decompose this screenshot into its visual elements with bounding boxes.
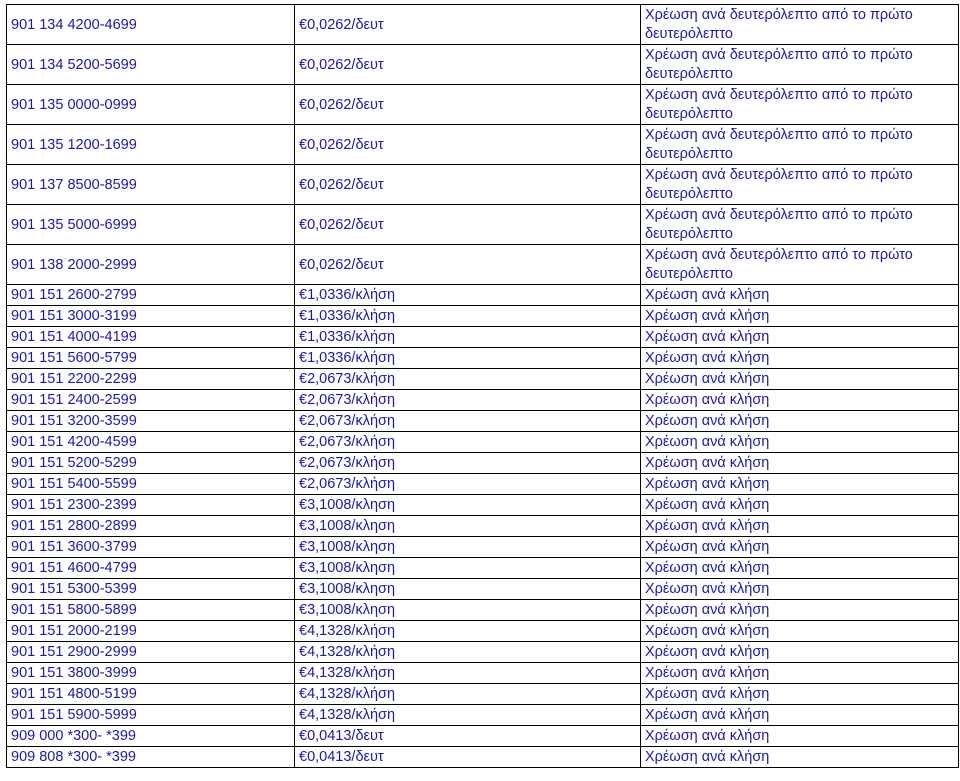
table-row <box>7 474 959 495</box>
number-range-cell: 901 151 2400-2599 <box>7 390 295 411</box>
number-range-cell: 901 151 5300-5399 <box>7 579 295 600</box>
table-row <box>7 453 959 474</box>
charge-type-cell: Χρέωση ανά κλήση <box>641 432 959 453</box>
price-cell: €2,0673/κλήση <box>295 474 641 495</box>
price-cell: €0,0262/δευτ <box>295 45 641 85</box>
number-range-cell: 901 137 8500-8599 <box>7 165 295 205</box>
table-row <box>7 306 959 327</box>
table-row <box>7 747 959 768</box>
charge-type-cell: Χρέωση ανά δευτερόλεπτο από το πρώτο δευτερόλεπτο <box>641 205 959 245</box>
charge-type-cell: Χρέωση ανά κλήση <box>641 453 959 474</box>
charge-type-cell: Χρέωση ανά κλήση <box>641 411 959 432</box>
price-cell: €0,0262/δευτ <box>295 5 641 45</box>
number-range-cell: 901 134 5200-5699 <box>7 45 295 85</box>
price-cell: €0,0262/δευτ <box>295 245 641 285</box>
table-row <box>7 537 959 558</box>
table-row <box>7 726 959 747</box>
price-cell: €0,0413/δευτ <box>295 747 641 768</box>
price-cell: €2,0673/κλήση <box>295 369 641 390</box>
table-row <box>7 245 959 285</box>
table-row <box>7 205 959 245</box>
charge-type-cell: Χρέωση ανά δευτερόλεπτο από το πρώτο δευτερόλεπτο <box>641 85 959 125</box>
charge-type-cell: Χρέωση ανά κλήση <box>641 348 959 369</box>
charge-type-cell: Χρέωση ανά κλήση <box>641 726 959 747</box>
charge-type-cell: Χρέωση ανά δευτερόλεπτο από το πρώτο δευτερόλεπτο <box>641 5 959 45</box>
number-range-cell: 901 138 2000-2999 <box>7 245 295 285</box>
number-range-cell: 901 151 3600-3799 <box>7 537 295 558</box>
table-row <box>7 390 959 411</box>
table-row <box>7 432 959 453</box>
table-row <box>7 348 959 369</box>
price-cell: €2,0673/κλήση <box>295 432 641 453</box>
charge-type-cell: Χρέωση ανά κλήση <box>641 642 959 663</box>
charge-type-cell: Χρέωση ανά κλήση <box>641 600 959 621</box>
table-row <box>7 165 959 205</box>
charge-type-cell: Χρέωση ανά κλήση <box>641 747 959 768</box>
charge-type-cell: Χρέωση ανά κλήση <box>641 285 959 306</box>
table-row <box>7 621 959 642</box>
charge-type-cell: Χρέωση ανά κλήση <box>641 369 959 390</box>
price-cell: €0,0413/δευτ <box>295 726 641 747</box>
charge-type-cell: Χρέωση ανά δευτερόλεπτο από το πρώτο δευτερόλεπτο <box>641 245 959 285</box>
charge-type-cell: Χρέωση ανά κλήση <box>641 495 959 516</box>
table-row <box>7 411 959 432</box>
price-cell: €2,0673/κλήση <box>295 390 641 411</box>
table-row <box>7 327 959 348</box>
table-row <box>7 5 959 45</box>
price-cell: €0,0262/δευτ <box>295 125 641 165</box>
table-row <box>7 125 959 165</box>
charge-type-cell: Χρέωση ανά κλήση <box>641 390 959 411</box>
charge-type-cell: Χρέωση ανά κλήση <box>641 558 959 579</box>
number-range-cell: 901 151 4600-4799 <box>7 558 295 579</box>
price-cell: €4,1328/κλήση <box>295 705 641 726</box>
table-row <box>7 516 959 537</box>
charge-type-cell: Χρέωση ανά δευτερόλεπτο από το πρώτο δευτερόλεπτο <box>641 45 959 85</box>
number-range-cell: 901 151 5400-5599 <box>7 474 295 495</box>
price-cell: €1,0336/κλήση <box>295 327 641 348</box>
number-range-cell: 901 134 4200-4699 <box>7 5 295 45</box>
price-cell: €0,0262/δευτ <box>295 205 641 245</box>
number-range-cell: 901 151 2800-2899 <box>7 516 295 537</box>
number-range-cell: 901 151 5800-5899 <box>7 600 295 621</box>
number-range-cell: 901 151 5200-5299 <box>7 453 295 474</box>
number-range-cell: 909 808 *300- *399 <box>7 747 295 768</box>
number-range-cell: 901 151 2000-2199 <box>7 621 295 642</box>
number-range-cell: 901 151 4000-4199 <box>7 327 295 348</box>
number-range-cell: 901 151 2300-2399 <box>7 495 295 516</box>
price-cell: €4,1328/κλήση <box>295 642 641 663</box>
table-row <box>7 85 959 125</box>
price-cell: €2,0673/κλήση <box>295 453 641 474</box>
charge-type-cell: Χρέωση ανά δευτερόλεπτο από το πρώτο δευτερόλεπτο <box>641 125 959 165</box>
table-row <box>7 495 959 516</box>
charge-type-cell: Χρέωση ανά δευτερόλεπτο από το πρώτο δευτερόλεπτο <box>641 165 959 205</box>
charge-type-cell: Χρέωση ανά κλήση <box>641 327 959 348</box>
charge-type-cell: Χρέωση ανά κλήση <box>641 705 959 726</box>
price-cell: €1,0336/κλήση <box>295 306 641 327</box>
charge-type-cell: Χρέωση ανά κλήση <box>641 621 959 642</box>
table-row <box>7 705 959 726</box>
price-cell: €4,1328/κλήση <box>295 684 641 705</box>
price-cell: €3,1008/κληση <box>295 600 641 621</box>
number-range-cell: 909 000 *300- *399 <box>7 726 295 747</box>
charge-type-cell: Χρέωση ανά κλήση <box>641 579 959 600</box>
price-cell: €4,1328/κλήση <box>295 621 641 642</box>
number-range-cell: 901 151 4200-4599 <box>7 432 295 453</box>
charge-type-cell: Χρέωση ανά κλήση <box>641 663 959 684</box>
table-row <box>7 285 959 306</box>
table-row <box>7 558 959 579</box>
charge-type-cell: Χρέωση ανά κλήση <box>641 537 959 558</box>
price-cell: €3,1008/κληση <box>295 558 641 579</box>
number-range-cell: 901 151 2900-2999 <box>7 642 295 663</box>
price-cell: €3,1008/κληση <box>295 495 641 516</box>
rates-table-body <box>7 5 959 768</box>
number-range-cell: 901 151 2600-2799 <box>7 285 295 306</box>
charge-type-cell: Χρέωση ανά κλήση <box>641 516 959 537</box>
table-row <box>7 369 959 390</box>
number-range-cell: 901 151 5600-5799 <box>7 348 295 369</box>
price-cell: €3,1008/κληση <box>295 516 641 537</box>
table-row <box>7 579 959 600</box>
price-cell: €3,1008/κληση <box>295 537 641 558</box>
table-row <box>7 45 959 85</box>
number-range-cell: 901 151 3800-3999 <box>7 663 295 684</box>
price-cell: €3,1008/κληση <box>295 579 641 600</box>
number-range-cell: 901 151 3200-3599 <box>7 411 295 432</box>
price-cell: €2,0673/κλήση <box>295 411 641 432</box>
charge-type-cell: Χρέωση ανά κλήση <box>641 306 959 327</box>
charge-type-cell: Χρέωση ανά κλήση <box>641 684 959 705</box>
price-cell: €0,0262/δευτ <box>295 165 641 205</box>
table-row <box>7 663 959 684</box>
table-row <box>7 600 959 621</box>
table-row <box>7 684 959 705</box>
number-range-cell: 901 151 4800-5199 <box>7 684 295 705</box>
number-range-cell: 901 135 1200-1699 <box>7 125 295 165</box>
rates-table <box>6 4 959 768</box>
price-cell: €1,0336/κλήση <box>295 285 641 306</box>
number-range-cell: 901 135 5000-6999 <box>7 205 295 245</box>
price-cell: €0,0262/δευτ <box>295 85 641 125</box>
number-range-cell: 901 151 3000-3199 <box>7 306 295 327</box>
number-range-cell: 901 151 2200-2299 <box>7 369 295 390</box>
number-range-cell: 901 151 5900-5999 <box>7 705 295 726</box>
price-cell: €4,1328/κλήση <box>295 663 641 684</box>
number-range-cell: 901 135 0000-0999 <box>7 85 295 125</box>
charge-type-cell: Χρέωση ανά κλήση <box>641 474 959 495</box>
table-row <box>7 642 959 663</box>
price-cell: €1,0336/κλήση <box>295 348 641 369</box>
